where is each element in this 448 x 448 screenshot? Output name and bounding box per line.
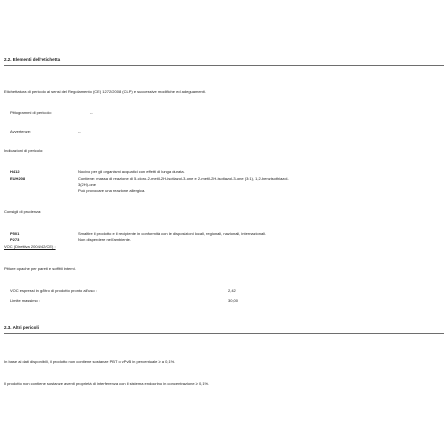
pictograms-label: Pittogrammi di pericolo: (10, 110, 52, 115)
voc-category: Pitture opache per pareti e soffitti interni. (4, 266, 76, 271)
hazard-text: Può provocare una reazione allergica. (78, 188, 146, 193)
other-hazards-text: In base ai dati disponibili, il prodotto non contiene sostanze PBT o vPvB in percentuale ≥ a 0,1%. (4, 359, 176, 364)
voc-directive-link[interactable]: VOC (Direttiva 2004/42/CE) : (4, 244, 56, 249)
hazard-text: Contiene: massa di reazione di 5-cloro-2-metil-2H-isotiazol-3-one e 2-metil-2H-isotiazol-3-one (3:1), 1,2-benzisothiazol- (78, 176, 289, 181)
voc-row-value: 2,42 (228, 288, 236, 293)
hazard-label: Indicazioni di pericolo: (4, 148, 44, 153)
precaution-code: P273 (10, 237, 20, 242)
section-heading: 2.3. Altri pericoli (4, 325, 39, 330)
section-divider (4, 65, 444, 66)
warnings-label: Avvertenze: (10, 129, 32, 134)
section-divider (4, 333, 444, 334)
voc-row-label: VOC espressi in g/litro di prodotto pronto all'uso : (10, 288, 97, 293)
hazard-code: H412 (10, 169, 20, 174)
intro-text: Etichettatura di pericolo ai sensi del Regolamento (CE) 1272/2008 (CLP) e successive modifiche ed adeguamenti. (4, 89, 206, 94)
hazard-text: 3(2H)-one (78, 182, 97, 187)
voc-row-value: 30,00 (228, 298, 239, 303)
precaution-text: Smaltire il prodotto e il recipiente in conformità con le disposizioni locali, regionali, nazionali, internazionali. (78, 231, 267, 236)
other-hazards-text: Il prodotto non contiene sostanze aventi proprietà di interferenza con il sistema endocrino in concentrazione ≥ 0,1%. (4, 381, 210, 386)
section-heading: 2.2. Elementi dell'etichetta (4, 57, 61, 62)
warnings-value: -- (78, 129, 81, 134)
hazard-code: EUH208 (10, 176, 26, 181)
voc-row-label: Limite massimo : (10, 298, 41, 303)
precaution-label: Consigli di prudenza: (4, 209, 42, 214)
precaution-text: Non disperdere nell'ambiente. (78, 237, 132, 242)
precaution-code: P501 (10, 231, 20, 236)
pictograms-value: -- (90, 110, 93, 115)
hazard-text: Nocivo per gli organismi acquatici con effetti di lunga durata. (78, 169, 185, 174)
